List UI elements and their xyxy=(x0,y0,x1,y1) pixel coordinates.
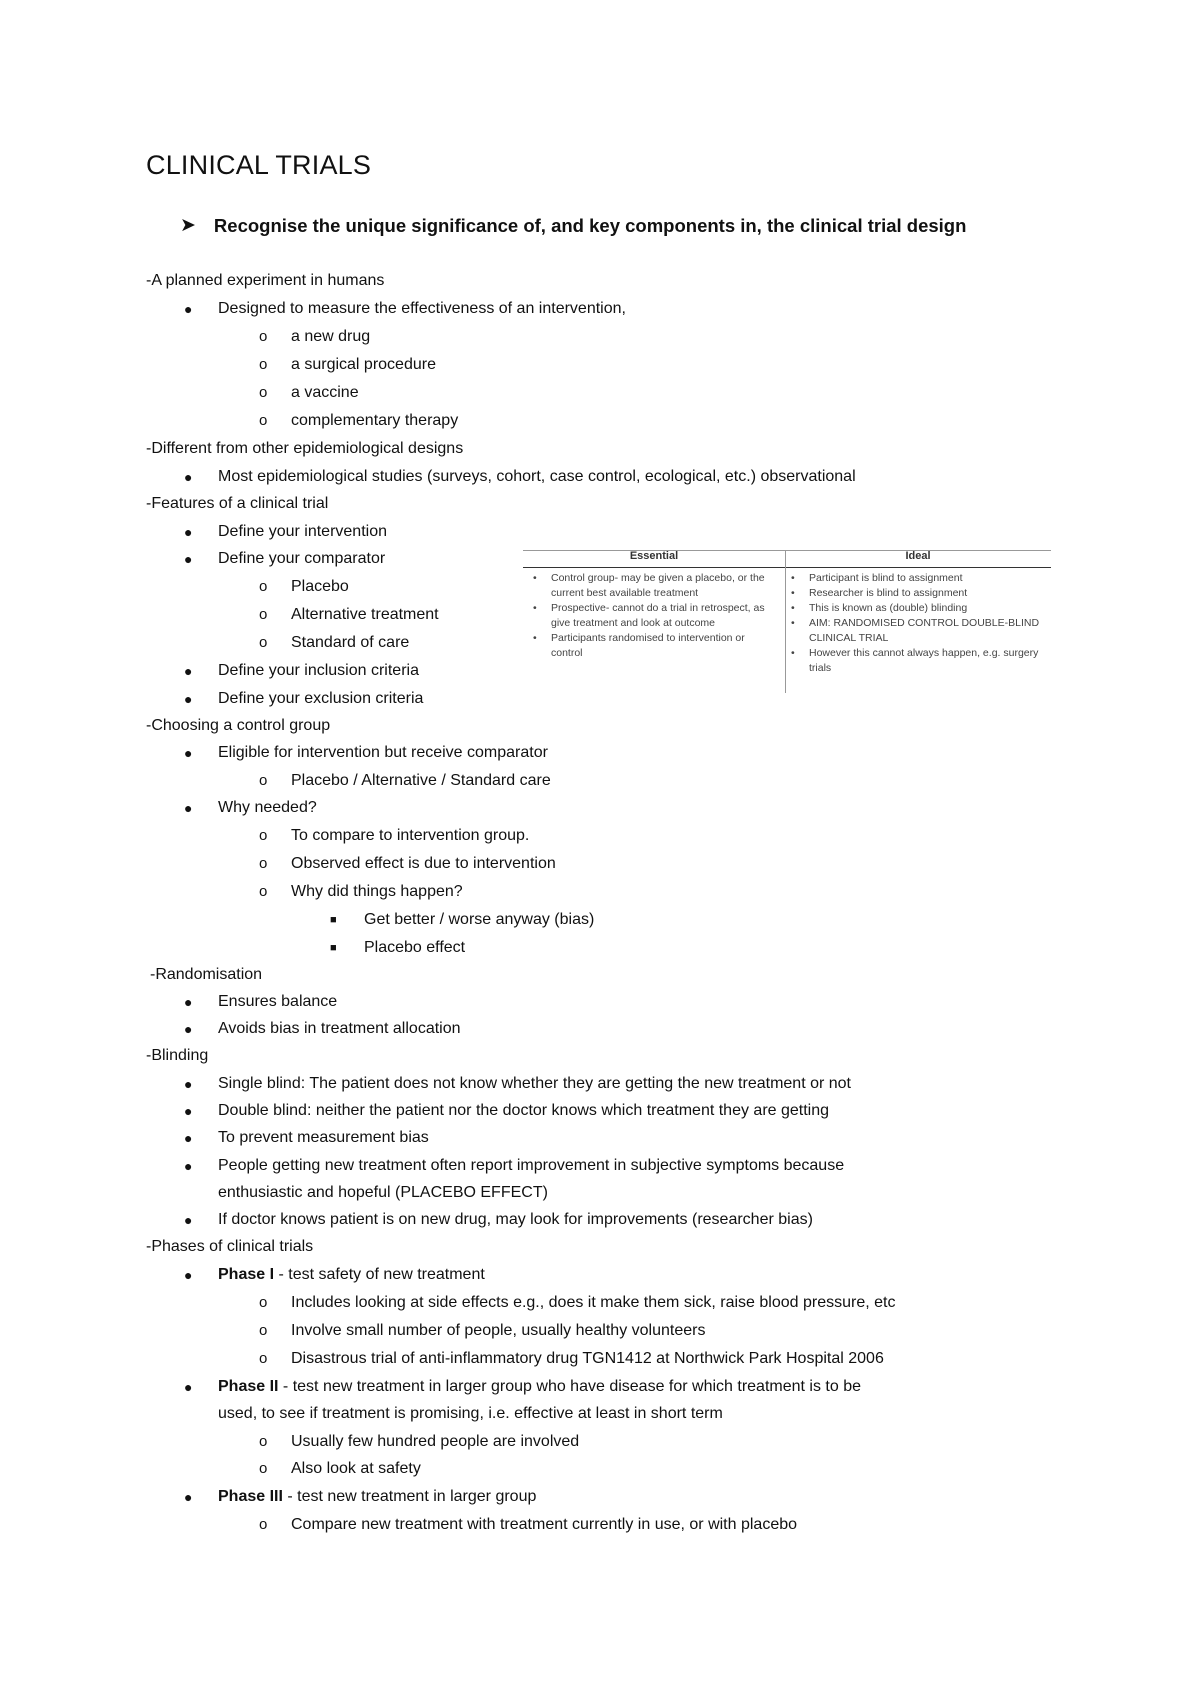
table-header-essential: Essential xyxy=(629,550,679,562)
ideal-column xyxy=(791,571,1045,676)
list-item: o Observed effect is due to intervention xyxy=(259,855,556,872)
list-item: o Placebo xyxy=(259,578,349,595)
list-item: o To compare to intervention group. xyxy=(259,827,530,844)
table-list-item: • Participant is blind to assignment xyxy=(791,572,963,584)
learning-objective-text: Recognise the unique significance of, and key components in, the clinical trial design xyxy=(213,214,967,236)
table-list-item: • AIM: RANDOMISED CONTROL DOUBLE-BLIND CLINICAL TRIAL xyxy=(791,617,1040,644)
section-heading: -Different from other epidemiological designs xyxy=(146,440,464,457)
table-list-item: • Prospective- cannot do a trial in retrospect, as give treatment and look at outcome xyxy=(533,602,765,629)
list-item: ● Single blind: The patient does not know whether they are getting the new treatment or not xyxy=(184,1075,851,1092)
list-item: ● Phase II - test new treatment in larger group who have disease for which treatment is to be xyxy=(184,1378,861,1395)
arrowhead-bullet-icon: ➤ xyxy=(180,215,196,236)
list-item: o Compare new treatment with treatment currently in use, or with placebo xyxy=(259,1516,798,1533)
list-item: o Usually few hundred people are involved xyxy=(259,1433,580,1450)
list-item: o Alternative treatment xyxy=(259,606,439,623)
table-list-item: • This is known as (double) blinding xyxy=(791,602,968,614)
essential-ideal-table xyxy=(523,550,1051,693)
list-item-continuation: used, to see if treatment is promising, i.e. effective at least in short term xyxy=(218,1405,723,1422)
list-item: ■ Placebo effect xyxy=(330,939,466,956)
list-item: o Standard of care xyxy=(259,634,410,651)
list-item: o complementary therapy xyxy=(259,412,459,429)
list-item: o a vaccine xyxy=(259,384,359,401)
list-item: o Why did things happen? xyxy=(259,883,463,900)
list-item: ● Define your exclusion criteria xyxy=(184,690,424,707)
list-item: ● If doctor knows patient is on new drug, may look for improvements (researcher bias) xyxy=(184,1211,813,1228)
section-heading: -Blinding xyxy=(146,1047,209,1064)
table-list-item: • Participants randomised to intervention or control xyxy=(533,632,745,659)
list-item-continuation: enthusiastic and hopeful (PLACEBO EFFECT) xyxy=(218,1184,548,1201)
table-list-item: • Researcher is blind to assignment xyxy=(791,587,968,599)
list-item: o Includes looking at side effects e.g., does it make them sick, raise blood pressure, etc xyxy=(259,1294,896,1311)
list-item: ■ Get better / worse anyway (bias) xyxy=(330,911,595,928)
essential-column xyxy=(533,571,779,661)
table-header-ideal: Ideal xyxy=(905,550,931,562)
section-heading: -Phases of clinical trials xyxy=(146,1238,314,1255)
list-item: ● Ensures balance xyxy=(184,993,338,1010)
list-item: ● People getting new treatment often report improvement in subjective symptoms because xyxy=(184,1157,845,1174)
section-heading: -A planned experiment in humans xyxy=(146,272,385,289)
list-item: ● To prevent measurement bias xyxy=(184,1129,429,1146)
list-item: ● Define your intervention xyxy=(184,523,387,540)
document-title: CLINICAL TRIALS xyxy=(146,150,372,180)
list-item: ● Avoids bias in treatment allocation xyxy=(184,1020,461,1037)
list-item: o Disastrous trial of anti-inflammatory drug TGN1412 at Northwick Park Hospital 2006 xyxy=(259,1350,884,1367)
learning-objective xyxy=(180,214,966,237)
section-heading: -Randomisation xyxy=(150,966,263,983)
section-heading: -Choosing a control group xyxy=(146,717,331,734)
list-item: ● Eligible for intervention but receive comparator xyxy=(184,744,548,761)
table-list-item: • Control group- may be given a placebo, or the current best available treatment xyxy=(533,572,765,599)
list-item: o Placebo / Alternative / Standard care xyxy=(259,772,551,789)
list-item: ● Define your comparator xyxy=(184,550,386,567)
list-item: o a new drug xyxy=(259,328,371,345)
list-item: ● Phase I - test safety of new treatment xyxy=(184,1266,485,1283)
list-item: ● Why needed? xyxy=(184,799,317,816)
list-item: o Also look at safety xyxy=(259,1460,421,1477)
list-item: o a surgical procedure xyxy=(259,356,436,373)
list-item: ● Double blind: neither the patient nor the doctor knows which treatment they are getting xyxy=(184,1102,830,1119)
list-item: ● Designed to measure the effectiveness of an intervention, xyxy=(184,300,626,317)
list-item: o Involve small number of people, usually healthy volunteers xyxy=(259,1322,706,1339)
section-heading: -Features of a clinical trial xyxy=(146,495,329,512)
list-item: ● Define your inclusion criteria xyxy=(184,662,419,679)
table-list-item: • However this cannot always happen, e.g. surgery trials xyxy=(791,647,1039,674)
list-item: ● Most epidemiological studies (surveys, cohort, case control, ecological, etc.) observational xyxy=(184,468,856,485)
list-item: ● Phase III - test new treatment in larger group xyxy=(184,1488,537,1505)
